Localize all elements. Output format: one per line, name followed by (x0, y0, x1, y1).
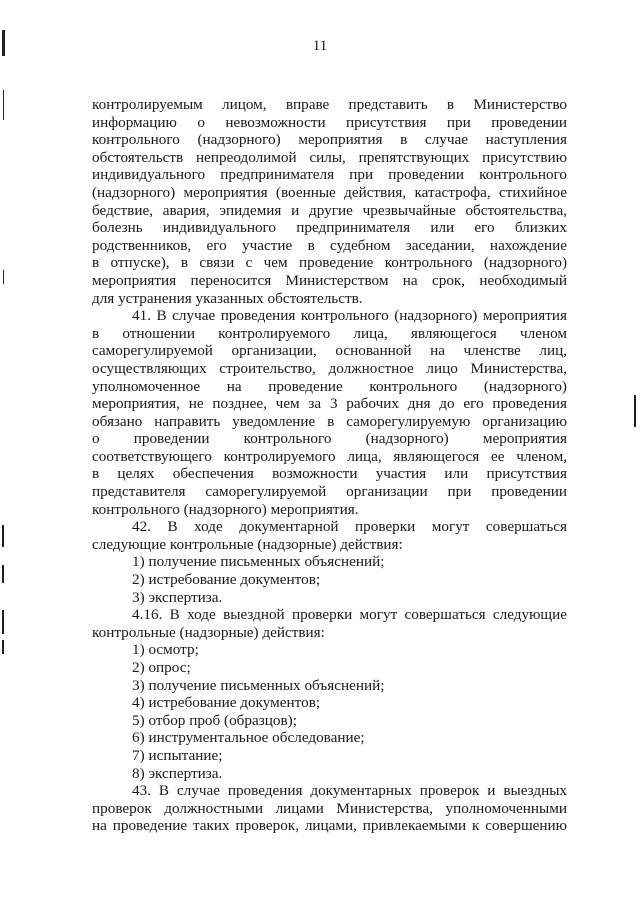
scan-edge-mark (3, 270, 4, 284)
text-line: 2) истребование документов; (132, 571, 321, 589)
text-line: (надзорного) мероприятия (военные действия, катастрофа, стихийное (92, 183, 567, 201)
text-line: 8) экспертиза. (132, 764, 223, 782)
scan-edge-mark (2, 525, 4, 547)
text-line: 6) инструментальное обследование; (132, 729, 365, 747)
text-line: информацию о невозможности присутствия при проведении (92, 113, 567, 131)
page-number: 11 (312, 38, 328, 54)
text-line: уполномоченное на проведение контрольного (надзорного) (92, 377, 567, 395)
text-line: в отпуске), в связи с чем проведение контрольного (надзорного) (92, 254, 567, 272)
text-line: 3) получение письменных объяснений; (132, 676, 385, 694)
text-line: на проведение таких проверок, лицами, привлекаемыми к совершению (92, 817, 567, 835)
text-line: проверок должностными лицами Министерства, уполномоченными (92, 799, 567, 817)
text-line: 41. В случае проведения контрольного (надзорного) мероприятия (132, 307, 567, 325)
text-line: представителя саморегулируемой организации при проведении (92, 483, 567, 501)
text-line: 7) испытание; (132, 746, 223, 764)
text-line: контролируемым лицом, вправе представить в Министерство (92, 96, 567, 113)
text-line: 4.16. В ходе выездной проверки могут совершаться следующие (132, 606, 567, 624)
text-line: 1) осмотр; (132, 641, 199, 659)
scan-edge-mark (2, 30, 5, 56)
text-line: болезнь индивидуального предпринимателя или его близких (92, 219, 567, 237)
scan-edge-mark (3, 90, 4, 120)
text-line: в отношении контролируемого лица, являющегося членом (92, 324, 567, 342)
text-line: соответствующего контролируемого лица, являющегося ее членом, (92, 447, 567, 465)
text-line: 42. В ходе документарной проверки могут совершаться (132, 518, 567, 536)
text-line: 4) истребование документов; (132, 694, 321, 712)
text-line: мероприятия, не позднее, чем за 3 рабочих дня до его проведения (92, 395, 567, 413)
text-line: следующие контрольные (надзорные) действия: (92, 535, 403, 553)
text-line: 3) экспертиза. (132, 588, 223, 606)
document-body (92, 96, 567, 835)
text-line: 43. В случае проведения документарных проверок и выездных (132, 782, 567, 800)
text-line: в целях обеспечения возможности участия или присутствия (92, 465, 567, 483)
text-line: 2) опрос; (132, 659, 191, 676)
text-line: индивидуального предпринимателя при проведении контрольного (92, 166, 567, 184)
scan-edge-mark (2, 640, 4, 654)
text-line: саморегулируемой организации, основанной на членстве лиц, (92, 342, 567, 360)
text-line: осуществляющих строительство, должностное лицо Министерства, (92, 359, 567, 377)
text-line: бедствие, авария, эпидемия и другие чрезвычайные обстоятельства, (92, 201, 567, 219)
scan-edge-mark (2, 565, 4, 583)
text-line: обязано направить уведомление в саморегулируемую организацию (92, 412, 567, 430)
text-line: контрольного (надзорного) мероприятия. (92, 500, 359, 518)
text-line: обстоятельств непреодолимой силы, препятствующих присутствию (92, 148, 567, 166)
text-line: 5) отбор проб (образцов); (132, 711, 297, 729)
text-line: контрольного (надзорного) мероприятия в случае наступления (92, 131, 567, 149)
text-line: родственников, его участие в судебном заседании, нахождение (92, 236, 567, 254)
text-line: мероприятия переносится Министерством на срок, необходимый (92, 271, 567, 289)
scan-edge-mark (2, 610, 4, 634)
text-line: о проведении контрольного (надзорного) мероприятия (92, 430, 567, 448)
text-line: для устранения указанных обстоятельств. (92, 289, 363, 307)
text-line: 1) получение письменных объяснений; (132, 553, 385, 571)
scan-edge-mark (634, 395, 636, 427)
text-line: контрольные (надзорные) действия: (92, 623, 325, 641)
